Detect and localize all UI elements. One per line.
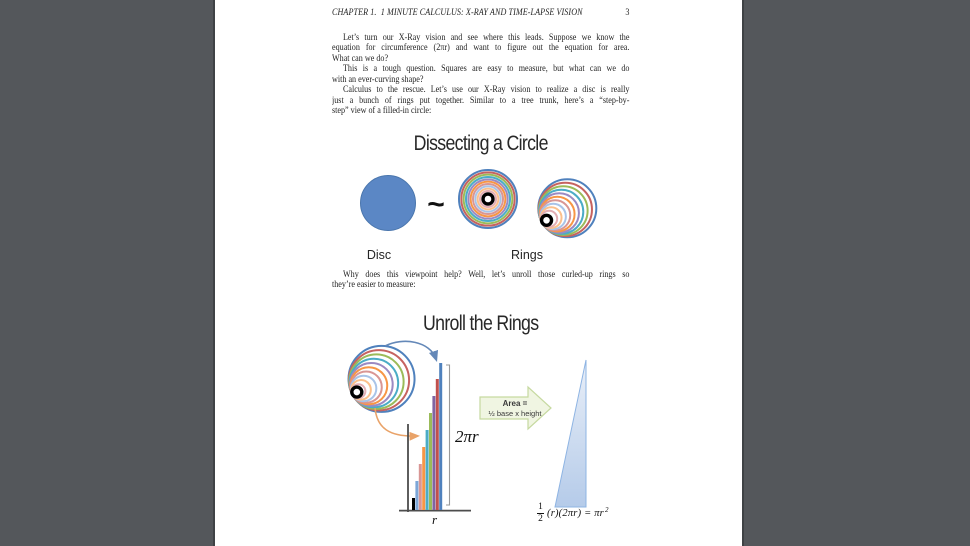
- rings-label: Rings: [511, 248, 543, 262]
- figure-title-dissecting-a-circle: Dissecting a Circle: [413, 132, 548, 155]
- text-line: This is a tough question. Squares are easy to measure, but what can we do: [342, 64, 630, 75]
- area-arrow-label-line1: Area =: [502, 399, 528, 408]
- ring-bar: [412, 498, 415, 510]
- triangle-shape: [555, 360, 586, 507]
- paragraph: [332, 64, 629, 85]
- height-bracket: [446, 365, 450, 505]
- page-number: 3: [625, 7, 630, 18]
- fraction-denominator: 2: [538, 514, 543, 524]
- ring-bar: [419, 464, 422, 510]
- text-line: Why does this viewpoint help? Well, let’s unroll those curled-up rings so: [342, 270, 630, 280]
- center-black-ring: [483, 194, 493, 204]
- body-paragraph-middle: [332, 270, 629, 291]
- text-line: with an ever-curving shape?: [332, 74, 424, 85]
- center-black-ring: [352, 387, 362, 397]
- area-equation: [537, 503, 607, 524]
- area-block-arrow: [480, 387, 551, 429]
- paragraph: [332, 33, 629, 64]
- document-page: [213, 0, 744, 546]
- base-label-r: r: [431, 512, 438, 527]
- text-line: step” view of a filled-in circle:: [332, 106, 432, 117]
- area-arrow-label-line2: ½ base x height: [488, 409, 542, 418]
- center-black-ring: [542, 215, 552, 225]
- paragraph: [332, 85, 629, 116]
- text-line: Let’s turn our X-Ray vision and see where this leads. Suppose we know the: [342, 33, 630, 43]
- ring-bar: [426, 430, 429, 510]
- tilde-symbol: ~: [427, 188, 445, 221]
- ring-bar: [432, 396, 435, 510]
- paragraph: [332, 270, 629, 291]
- dissect-circle-figure: [350, 163, 630, 263]
- disc-shape: [361, 176, 416, 231]
- text-line: equation for circumference (2πr) and want to figure out the equation for area.: [332, 43, 630, 54]
- unrolled-rings-cluster: [349, 346, 415, 412]
- equation-exponent: 2: [604, 505, 609, 514]
- text-line: just a bunch of rings put together. Similar to a tree trunk, here’s a “step-by-: [332, 95, 630, 106]
- arrow-outer-ring-to-tall-bar: [385, 341, 436, 359]
- fraction-numerator: 1: [538, 502, 543, 512]
- ring-bar: [415, 481, 418, 510]
- body-paragraphs-top: [332, 33, 629, 117]
- page-header: [332, 7, 629, 18]
- ring-bar: [439, 363, 442, 510]
- fraction-one-half: [537, 503, 544, 524]
- figure-title-wrap: [332, 312, 629, 336]
- text-line: Calculus to the rescue. Let’s use our X-Ray vision to realize a disc is really: [342, 85, 630, 96]
- equation-body: (r)(2πr) = πr: [547, 508, 604, 519]
- text-line: they’re easier to measure:: [332, 280, 416, 291]
- figure-title-unroll-the-rings: Unroll the Rings: [422, 312, 539, 335]
- text-line: What can we do?: [332, 53, 389, 64]
- offset-rings: [538, 179, 596, 237]
- ring-bar: [422, 447, 425, 510]
- ring-bar: [436, 379, 439, 510]
- figure-title-wrap: [332, 132, 629, 156]
- disc-label: Disc: [366, 248, 392, 262]
- chapter-running-head: CHAPTER 1. 1 MINUTE CALCULUS: X-RAY AND TIME-LAPSE VISION: [332, 7, 583, 18]
- bracket-label-2pir: 2πr: [455, 427, 479, 446]
- concentric-rings: [459, 170, 517, 228]
- ring-bar: [429, 413, 432, 510]
